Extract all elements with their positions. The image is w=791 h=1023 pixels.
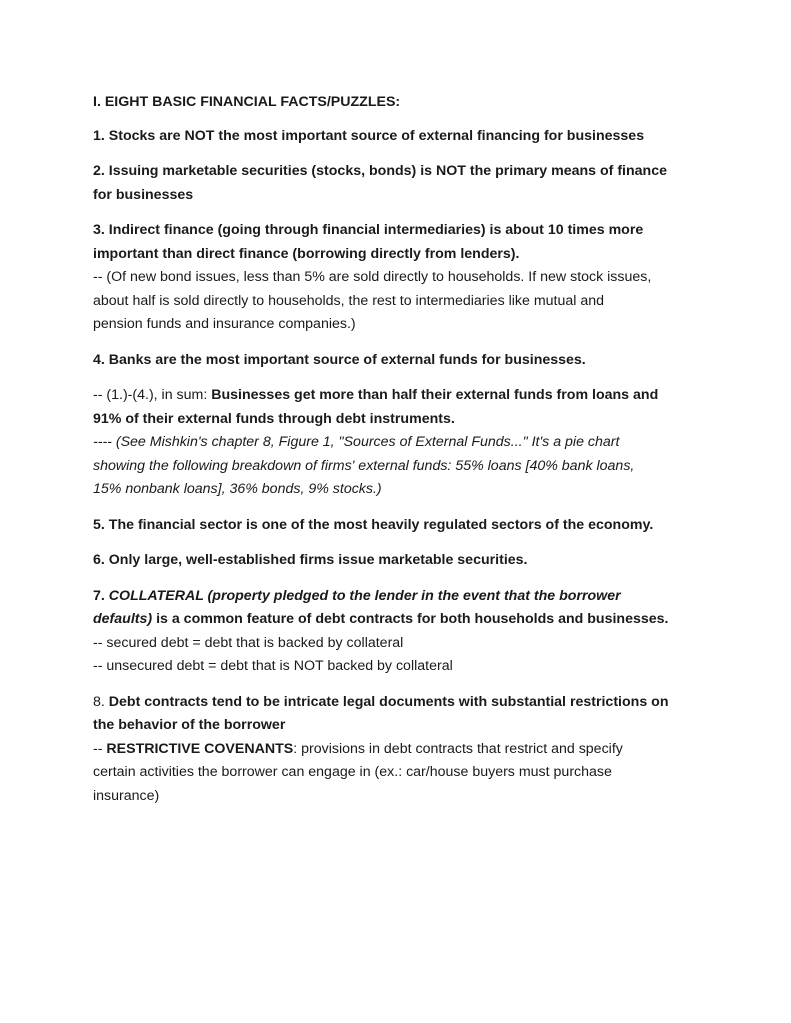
fact-3-line-1: 3. Indirect finance (going through financial intermediaries) is about 10 times more bbox=[93, 222, 644, 238]
summary-prefix: -- (1.)-(4.), in sum: bbox=[93, 387, 212, 403]
fact-8 bbox=[93, 691, 713, 809]
fact-2 bbox=[93, 160, 713, 207]
fact-2-line-2: for businesses bbox=[93, 186, 194, 203]
summary-bold-2: 91% of their external funds through debt instruments. bbox=[93, 410, 455, 427]
fact-8-bold-2: the behavior of the borrower bbox=[93, 717, 286, 733]
fact-7-line-2 bbox=[93, 608, 713, 632]
fact-7-num: 7. bbox=[93, 587, 109, 604]
summary-bold-1: Businesses get more than half their external funds from loans and bbox=[211, 387, 659, 403]
fact-7-line-1 bbox=[93, 585, 713, 609]
fact-8-rest-3: : provisions in debt contracts that restrict and specify bbox=[293, 740, 623, 757]
fact-7-italic-2: defaults) bbox=[93, 611, 153, 627]
fact-8-line-5: insurance) bbox=[93, 787, 160, 804]
fact-3-note-1: -- (Of new bond issues, less than 5% are sold directly to households. If new stock issues, bbox=[93, 269, 652, 285]
fact-7 bbox=[93, 585, 713, 679]
fact-1 bbox=[93, 125, 713, 149]
fact-7-note-2: -- unsecured debt = debt that is NOT backed by collateral bbox=[93, 658, 453, 674]
fact-8-bold-3: RESTRICTIVE COVENANTS bbox=[106, 740, 294, 757]
summary-italic-2: showing the following breakdown of firms' external funds: 55% loans [40% bank loans, bbox=[93, 457, 635, 474]
fact-7-note-1: -- secured debt = debt that is backed by collateral bbox=[93, 634, 404, 651]
fact-3-line-2: important than direct finance (borrowing directly from lenders). bbox=[93, 245, 520, 262]
summary-italic-3: 15% nonbank loans], 36% bonds, 9% stocks.) bbox=[93, 481, 382, 497]
fact-7-italic-1: COLLATERAL (property pledged to the lender in the event that the borrower bbox=[108, 587, 621, 604]
fact-4 bbox=[93, 349, 713, 373]
fact-6 bbox=[93, 549, 713, 573]
fact-5 bbox=[93, 514, 713, 538]
fact-5-line: 5. The financial sector is one of the most heavily regulated sectors of the economy. bbox=[93, 516, 654, 533]
section-heading: I. EIGHT BASIC FINANCIAL FACTS/PUZZLES: bbox=[93, 94, 401, 110]
fact-7-bold-2: is a common feature of debt contracts for both households and businesses. bbox=[152, 611, 669, 627]
fact-8-num: 8. bbox=[93, 693, 109, 710]
fact-8-line-3 bbox=[93, 738, 713, 762]
fact-3-note-3: pension funds and insurance companies.) bbox=[93, 316, 356, 332]
fact-3 bbox=[93, 219, 713, 337]
summary-italic-1: ---- (See Mishkin's chapter 8, Figure 1, "Sources of External Funds..." It's a pie chart bbox=[93, 434, 620, 450]
fact-8-bold-1: Debt contracts tend to be intricate legal documents with substantial restrictions on bbox=[108, 693, 669, 710]
fact-8-prefix-3: -- bbox=[93, 740, 107, 757]
summary bbox=[93, 384, 713, 502]
fact-8-line-4: certain activities the borrower can engage in (ex.: car/house buyers must purchase bbox=[93, 764, 612, 780]
fact-6-line: 6. Only large, well-established firms issue marketable securities. bbox=[93, 552, 528, 568]
fact-2-line-1: 2. Issuing marketable securities (stocks, bonds) is NOT the primary means of finance bbox=[93, 163, 667, 179]
fact-8-line-1 bbox=[93, 691, 713, 715]
document-page bbox=[93, 91, 713, 820]
fact-3-note-2: about half is sold directly to households, the rest to intermediaries like mutual and bbox=[93, 292, 605, 309]
fact-1-line: 1. Stocks are NOT the most important source of external financing for businesses bbox=[93, 127, 645, 144]
summary-line-1 bbox=[93, 384, 713, 408]
fact-4-line: 4. Banks are the most important source of external funds for businesses. bbox=[93, 351, 586, 368]
